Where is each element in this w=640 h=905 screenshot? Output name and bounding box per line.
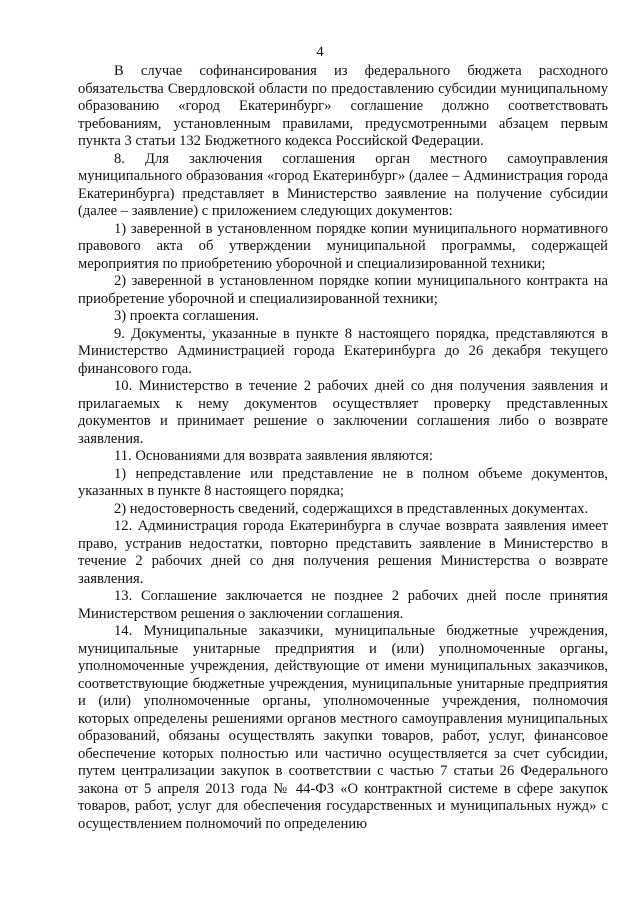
paragraph-12: 12. Администрация города Екатеринбурга в случае возврата заявления имеет право, устранив недостатки, повторно представить заявление в Министерство в течение 2 рабочих дней со дня получения решения Министерства о возврате заявления. [78, 518, 608, 587]
paragraph-14: 14. Муниципальные заказчики, муниципальные бюджетные учреждения, муниципальные унитарные предприятия и (или) уполномоченные органы, уполномоченные учреждения, действующие от имени муниципальных заказчиков, соответствующие бюджетные учреждения, муниципальные унитарные предприятия и (или) уполномоченные органы, уполномоченные учреждения, полномочия которых определены решениями органов местного самоуправления муниципальных образований, обязаны осуществлять закупки товаров, работ, услуг, финансовое обеспечение которых полностью или частично осуществляется за счет субсидии, путем централизации закупок в соответствии с частью 7 статьи 26 Федерального закона от 5 апреля 2013 года № 44-ФЗ «О контрактной системе в сфере закупок товаров, работ, услуг для обеспечения государственных и муниципальных нужд» с осуществлением полномочий по определению [78, 623, 608, 832]
paragraph-8-item-2: 2) заверенной в установленном порядке копии муниципального контракта на приобретение уборочной и специализированной техники; [78, 273, 608, 307]
paragraph-10: 10. Министерство в течение 2 рабочих дней со дня получения заявления и прилагаемых к нему документов осуществляет проверку представленных документов и принимает решение о заключении соглашения либо о возврате заявления. [78, 378, 608, 447]
page-number: 4 [316, 44, 324, 60]
paragraph-8: 8. Для заключения соглашения орган местного самоуправления муниципального образования «город Екатеринбург» (далее – Администрация города Екатеринбурга) представляет в Министерство заявление на получение субсидии (далее – заявление) с приложением следующих документов: [78, 150, 608, 219]
paragraph-8-item-3: 3) проекта соглашения. [114, 308, 259, 324]
paragraph-8-item-1: 1) заверенной в установленном порядке копии муниципального нормативного правового акта об утверждении муниципальной программы, содержащей мероприятия по приобретению уборочной и специализированной техники; [78, 220, 608, 272]
paragraph-9: 9. Документы, указанные в пункте 8 настоящего порядка, представляются в Министерство Администрацией города Екатеринбурга до 26 декабря текущего финансового года. [78, 325, 608, 377]
paragraph-cofinancing: В случае софинансирования из федерального бюджета расходного обязательства Свердловской области по предоставлению субсидии муниципальному образованию «город Екатеринбург» соглашение должно соответствовать требованиям, установленным правилами, предусмотренными абзацем первым пункта 3 статьи 132 Бюджетного кодекса Российской Федерации. [78, 63, 608, 149]
document-body [78, 63, 608, 833]
paragraph-11-item-1: 1) непредставление или представление не в полном объеме документов, указанных в пункте 8 настоящего порядка; [78, 465, 608, 499]
paragraph-13: 13. Соглашение заключается не позднее 2 рабочих дней после принятия Министерством решения о заключении соглашения. [78, 588, 608, 622]
paragraph-11-item-2: 2) недостоверность сведений, содержащихся в представленных документах. [114, 500, 589, 517]
paragraph-11: 11. Основаниями для возврата заявления являются: [114, 448, 433, 464]
